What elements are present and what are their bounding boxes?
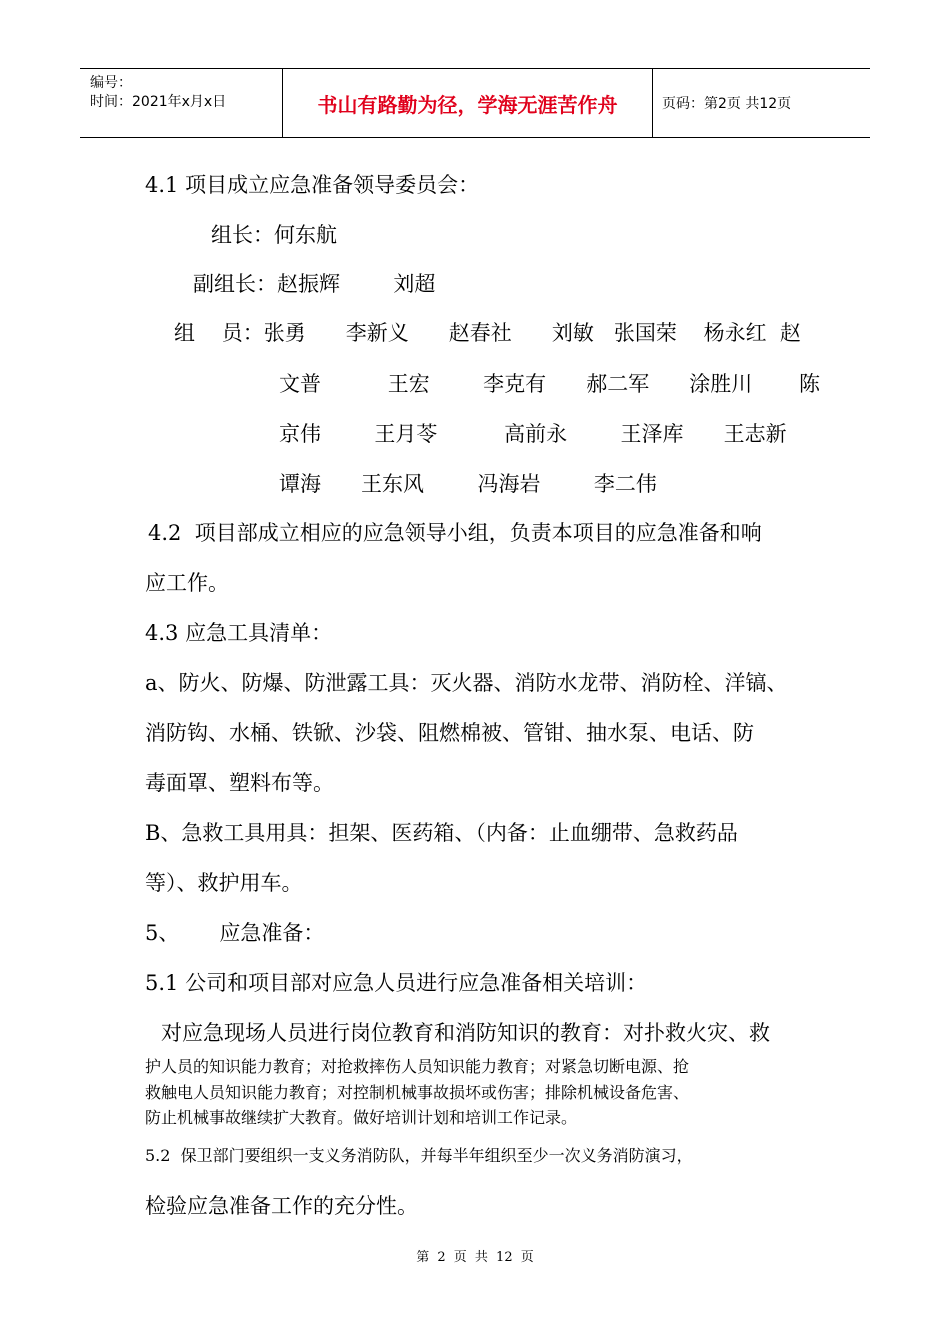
section-heading-4-1: 4.1 项目成立应急准备领导委员会： <box>145 173 480 197</box>
tool-list-b: 等）、救护用车。 <box>145 871 303 895</box>
paragraph-5-2: 5.2 保卫部门要组织一支义务消防队，并每半年组织至少一次义务消防演习， <box>145 1146 693 1165</box>
header-table <box>80 68 870 138</box>
training-paragraph: 救触电人员知识能力教育；对控制机械事故损坏或伤害；排除机械设备危害、 <box>145 1083 690 1102</box>
committee-members: 京伟 王月苓 高前永 王泽库 王志新 <box>279 422 787 446</box>
header-divider <box>652 69 653 137</box>
committee-leader: 组长：何东航 <box>211 223 337 247</box>
header-motto: 书山有路勤为径，学海无涯苦作舟 <box>317 92 618 117</box>
number-label: 编号： <box>90 75 132 91</box>
tool-list-a: a、防火、防爆、防泄露工具：灭火器、消防水龙带、消防栓、洋镐、 <box>145 671 788 695</box>
paragraph-4-2: 应工作。 <box>145 571 229 595</box>
committee-members: 文普 王宏 李克有 郝二军 涂胜川 陈 <box>279 372 820 396</box>
committee-deputy: 副组长：赵振辉 刘超 <box>193 272 436 296</box>
section-heading-5-1: 5.1 公司和项目部对应急人员进行应急准备相关培训： <box>145 971 648 995</box>
training-paragraph: 对应急现场人员进行岗位教育和消防知识的教育：对扑救火灾、救 <box>161 1021 770 1045</box>
section-heading-5: 5、 应急准备： <box>145 921 325 945</box>
paragraph-5-2: 检验应急准备工作的充分性。 <box>145 1194 418 1218</box>
section-heading-4-3: 4.3 应急工具清单： <box>145 621 333 645</box>
header-page-info: 页码：第2页 共12页 <box>662 96 792 112</box>
tool-list-b: B、急救工具用具：担架、医药箱、（内备：止血绷带、急救药品 <box>145 821 738 845</box>
training-paragraph: 护人员的知识能力教育；对抢救摔伤人员知识能力教育；对紧急切断电源、抢 <box>145 1057 690 1076</box>
page-footer: 第 2 页 共 12 页 <box>416 1250 534 1265</box>
header-meta-cell <box>80 69 282 137</box>
paragraph-4-2: 4.2 项目部成立相应的应急领导小组，负责本项目的应急准备和响 <box>148 521 762 545</box>
tool-list-a: 毒面罩、塑料布等。 <box>145 771 334 795</box>
committee-members: 谭海 王东风 冯海岩 李二伟 <box>279 472 657 496</box>
time-label: 时间：2021年x月x日 <box>90 94 227 110</box>
committee-members: 组 员：张勇 李新义 赵春社 刘敏 张国荣 杨永红 赵 <box>174 321 801 345</box>
training-paragraph: 防止机械事故继续扩大教育。做好培训计划和培训工作记录。 <box>145 1108 578 1127</box>
tool-list-a: 消防钩、水桶、铁锨、沙袋、阻燃棉被、管钳、抽水泵、电话、防 <box>145 721 754 745</box>
